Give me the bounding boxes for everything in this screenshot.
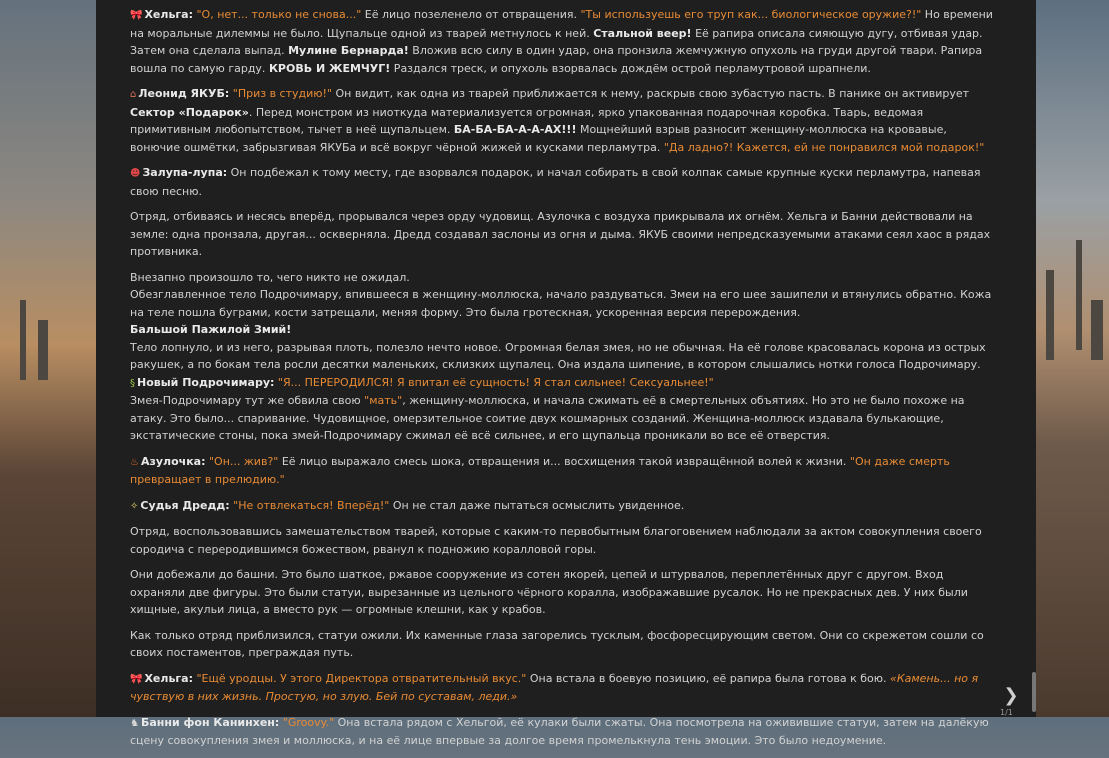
- paragraph-narration: Отряд, воспользовавшись замешательством тварей, которые с каким-то первобытным благоговением наблюдали за актом совокупления своего сородича с переродившимся божеством, рванул к подножию коралловой горы.: [130, 525, 982, 556]
- narration: Он не стал даже пытаться осмыслить увиденное.: [389, 498, 685, 512]
- paragraph-line: [130, 374, 996, 393]
- quote: "мать": [364, 394, 403, 407]
- paragraph-helga-2: [130, 670, 996, 706]
- narration: Мощнейший взрыв разносит женщину-моллюска на кровавые, вонючие ошмётки, забрызгивая ЯКУБа и всё вокруг чёрной жижей и кусками перламутра.: [130, 123, 947, 154]
- quote: "Да ладно?! Кажется, ей не понравился мой подарок!": [663, 140, 985, 154]
- quote: "Не отвлекаться! Вперёд!": [233, 498, 390, 512]
- paragraph-line: [130, 392, 996, 445]
- paragraph-azul: [130, 453, 996, 489]
- sparkle-icon: ✧: [130, 500, 139, 512]
- paragraph-zalupa: [130, 164, 996, 200]
- background-spire: [1091, 300, 1103, 360]
- speaker-name: Хельга:: [144, 671, 193, 685]
- narration: Она встала в боевую позицию, её рапира была готова к бою.: [526, 671, 891, 685]
- narration: Он подбежал к тому месту, где взорвался подарок, и начал собирать в свой колпак самые крупные куски перламутра, напевая свою песню.: [130, 166, 981, 198]
- quote: "Ты используешь его труп как... биологическое оружие?!": [580, 8, 922, 21]
- quote: "Я... ПЕРЕРОДИЛСЯ! Я впитал её сущность! Я стал сильнее! Сексуальнее!": [277, 375, 714, 389]
- paragraph-narration: Отряд, отбиваясь и несясь вперёд, прорывался через орду чудовищ. Азулочка с воздуха прикрывала их огнём. Хельга и Банни действовали на земле: одна пронзала, другая... оскверняла. Дредд создавал заслоны из огня и дыма. ЯКУБ своими непредсказуемыми атаками сеял хаос в рядах противника.: [130, 210, 991, 258]
- speaker-name: Залупа-лупа:: [142, 166, 228, 179]
- quote: "Он... жив?": [209, 454, 279, 468]
- narration: , женщину-моллюска, и начала сжимать её в смертельных объятиях. Но это не было похоже на атаку. Это было... спаривание. Чудовищное, омерзительное соитие двух кошмарных созданий. Женщина-моллюск издавала булькающие, экстатические стоны, пока змей-Подрочимару сжимал её всё сильнее, и его щупальца проникали во все её отверстия.: [130, 394, 965, 442]
- paragraph-helga-1: [130, 6, 996, 77]
- narration: Он видит, как одна из тварей приближается к нему, раскрыв свою зубастую пасть. В панике он активирует: [332, 87, 970, 100]
- paragraph-narration: Они добежали до башни. Это было шаткое, ржавое сооружение из сотен якорей, цепей и штурвалов, переплетённых друг с другом. Вход охраняли две фигуры. Это были статуи, вырезанные из цельного чёрного коралла, изображавшие русалок. Но не прекрасных дев. У них были хищные, акульи лица, а вместо рук — огромные клешни, как у крабов.: [130, 568, 968, 616]
- narration: Её рапира описала сияющую дугу, отбивая удар. Затем она сделала выпад.: [130, 26, 983, 57]
- paragraph-dredd: [130, 497, 996, 516]
- swipe-counter: 1/1: [1000, 708, 1013, 717]
- bold-phrase: Стальной веер!: [593, 26, 692, 40]
- speaker-name: Новый Подрочимару:: [137, 375, 275, 389]
- chevron-right-icon: ❯: [1003, 685, 1019, 706]
- background-spire: [20, 300, 26, 380]
- rabbit-icon: ♞: [130, 717, 139, 729]
- snake-icon: §: [130, 377, 135, 389]
- paragraph-narration: Как только отряд приблизился, статуи ожили. Их каменные глаза загорелись тусклым, фосфоресцирующим светом. Они со скрежетом сошли со своих постаментов, преграждая путь.: [130, 628, 984, 659]
- message-text[interactable]: [130, 6, 996, 758]
- bold-phrase: Сектор «Подарок»: [130, 105, 249, 119]
- paragraph-line: Внезапно произошло то, чего никто не ожидал.: [130, 270, 410, 284]
- fire-icon: ♨: [130, 456, 139, 468]
- chat-message-panel: [96, 0, 1036, 747]
- quote: "О, нет... только не снова...": [196, 8, 362, 21]
- narration: Змея-Подрочимару тут же обвила свою: [130, 394, 365, 407]
- scrollbar-thumb[interactable]: [1032, 672, 1036, 712]
- paragraph-yakub: [130, 85, 996, 156]
- speaker-name: Азулочка:: [140, 454, 206, 468]
- paragraph-bunny: [130, 714, 996, 750]
- background-spire: [38, 320, 48, 380]
- narration: Её лицо позеленело от отвращения.: [361, 8, 581, 21]
- house-icon: ⌂: [130, 89, 137, 100]
- bow-ribbon-icon: 🎀: [130, 10, 143, 21]
- speaker-name: Банни фон Канинхен:: [140, 715, 280, 729]
- narration: Она встала рядом с Хельгой, её кулаки были сжаты. Она посмотрела на оживившие статуи, затем на далёкую сцену совокупления змея и моллюска, и на её лице впервые за долгое время промелькнула тень эмоции. Это было недоумение.: [130, 715, 989, 747]
- paragraph-line: Обезглавленное тело Подрочимару, впившееся в женщину-моллюска, начало раздуваться. Змеи на его шее зашипели и втянулись обратно. Кожа на теле пошла буграми, кости затрещали, меняя форму. Это была гротескная, ускоренная версия перерождения.: [130, 288, 992, 319]
- bold-phrase: КРОВЬ И ЖЕМЧУГ!: [268, 61, 391, 75]
- quote: "Приз в студию!": [232, 87, 333, 100]
- quote: "Groovy.": [282, 715, 335, 729]
- speaker-name: Хельга:: [144, 8, 193, 21]
- paragraph-line: Тело лопнуло, и из него, разрывая плоть, полезло нечто новое. Огромная белая змея, но не обычная. На её голове красовалась корона из острых ракушек, а по бокам тела росли десятки маленьких, склизких щупалец. Она издала шипение, в котором слышались нотки голоса Подрочимару.: [130, 340, 986, 371]
- bold-phrase: Мулине Бернарда!: [288, 44, 409, 57]
- narration: Её лицо выражало смесь шока, отвращения и... восхищения такой извращённой волей к жизни.: [278, 454, 850, 468]
- speaker-name: Леонид ЯКУБ:: [138, 87, 230, 100]
- next-swipe-button[interactable]: [1002, 686, 1020, 706]
- bow-ribbon-icon: 🎀: [130, 673, 143, 685]
- background-left: [0, 0, 96, 717]
- quote: "Ещё уродцы. У этого Директора отвратительный вкус.": [196, 671, 527, 685]
- narration: Но времени на моральные дилеммы не было. Щупальце одной из тварей метнулось к ней.: [130, 8, 993, 40]
- background-spire: [1046, 270, 1054, 360]
- quote: "Он даже смерть превращает в прелюдию.": [130, 454, 950, 486]
- narration: . Перед монстром из ниоткуда материализуется огромная, ярко упакованная подарочная коробка. Тварь, ведомая примитивным любопытством, тычет в неё щупальцем.: [130, 105, 924, 136]
- speaker-name: Судья Дредд:: [140, 498, 230, 512]
- quote: «Камень... но я чувствую в них жизнь. Простую, но злую. Бей по суставам, леди.»: [130, 671, 979, 703]
- paragraph-line: [130, 321, 996, 339]
- background-spire: [1076, 240, 1082, 350]
- bold-phrase: Бальшой Пажилой Змий!: [130, 323, 292, 336]
- narration: Раздался треск, и опухоль взорвалась дождём острой перламутровой шрапнели.: [390, 61, 871, 75]
- background-right: [1036, 0, 1109, 717]
- clown-face-icon: ☻: [130, 168, 141, 179]
- narration: Вложив всю силу в один удар, она пронзила жемчужную опухоль на груди другой твари. Рапира вошла по самую гарду.: [130, 44, 983, 75]
- bold-phrase: БА-БА-БА-А-А-АХ!!!: [453, 123, 577, 136]
